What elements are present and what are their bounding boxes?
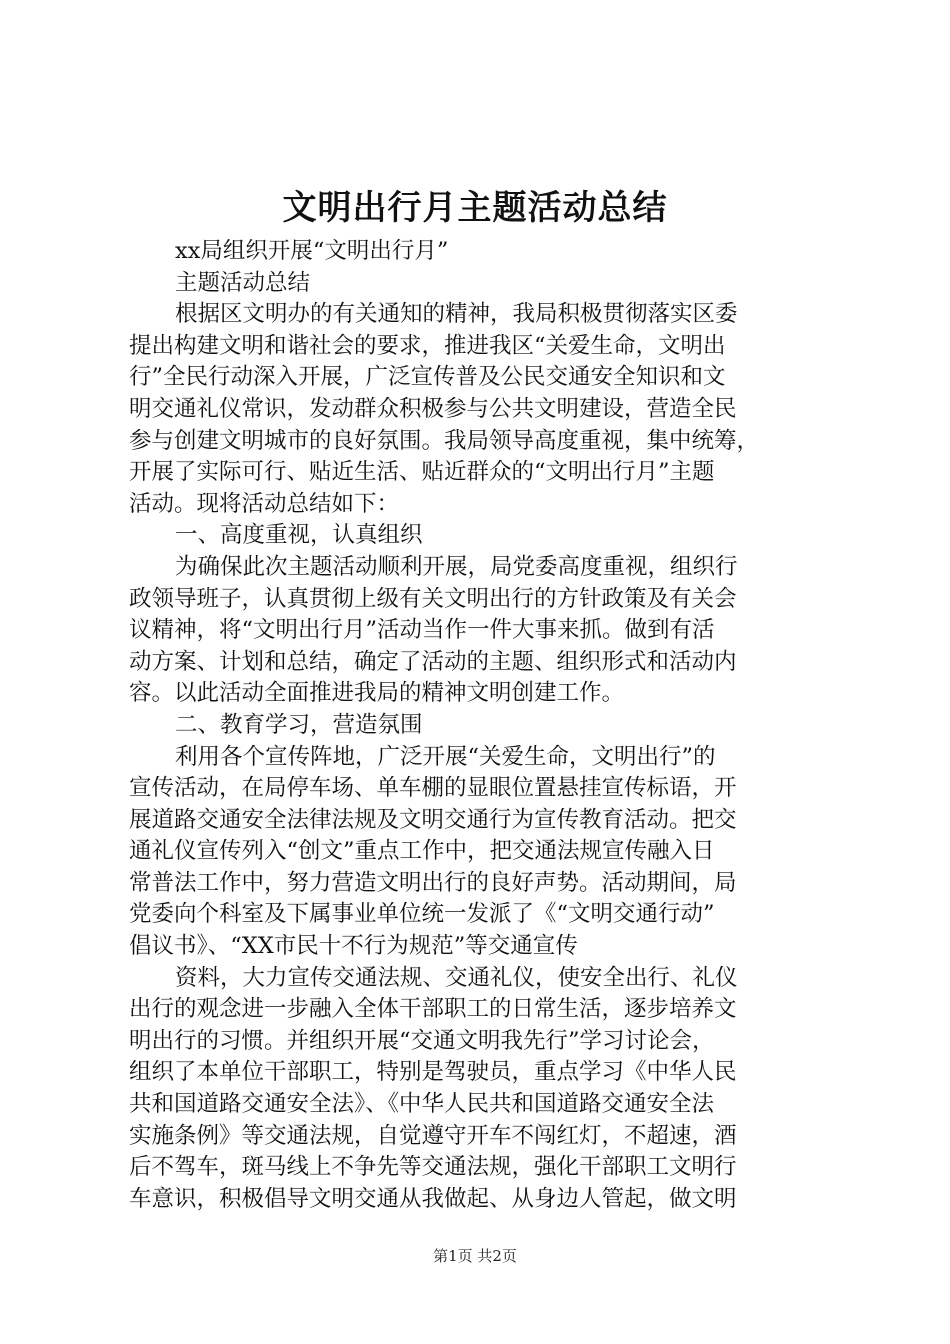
body-line: 后不驾车，斑马线上不争先等交通法规，强化干部职工文明行 xyxy=(129,1154,737,1181)
body-line: 明交通礼仪常识，发动群众积极参与公共文明建设，营造全民 xyxy=(129,395,737,422)
body-line: 党委向个科室及下属事业单位统一发派了《“文明交通行动” xyxy=(129,901,715,928)
body-line: 宣传活动，在局停车场、单车棚的显眼位置悬挂宣传标语，开 xyxy=(129,775,737,802)
body-line: 通礼仪宣传列入“创文”重点工作中，把交通法规宣传融入日 xyxy=(129,838,715,865)
section-heading: 二、教育学习，营造氛围 xyxy=(175,711,423,738)
document-title: 文明出行月主题活动总结 xyxy=(282,188,668,228)
body-line: 议精神，将“文明出行月”活动当作一件大事来抓。做到有活 xyxy=(129,617,715,644)
body-line: 共和国道路交通安全法》、《中华人民共和国道路交通安全法 xyxy=(129,1091,715,1118)
body-line: 为确保此次主题活动顺利开展，局党委高度重视，组织行 xyxy=(175,553,738,580)
body-line: 展道路交通安全法律法规及文明交通行为宣传教育活动。把交 xyxy=(129,806,737,833)
body-line: 车意识，积极倡导文明交通从我做起、从身边人管起，做文明 xyxy=(129,1185,737,1212)
body-line: 主题活动总结 xyxy=(175,269,311,296)
page-footer: 第1页 共2页 xyxy=(433,1247,517,1265)
body-line: 实施条例》等交通法规，自觉遵守开车不闯红灯，不超速，酒 xyxy=(129,1122,737,1149)
body-line: 利用各个宣传阵地，广泛开展“关爱生命，文明出行”的 xyxy=(175,743,716,770)
body-line: 容。以此活动全面推进我局的精神文明创建工作。 xyxy=(129,680,625,707)
section-heading: 一、高度重视，认真组织 xyxy=(175,522,423,549)
body-line: xx局组织开展“文明出行月” xyxy=(175,238,449,264)
body-line: 常普法工作中，努力营造文明出行的良好声势。活动期间，局 xyxy=(129,869,737,896)
body-line: 资料，大力宣传交通法规、交通礼仪，使安全出行、礼仪 xyxy=(175,964,738,991)
body-line: 根据区文明办的有关通知的精神，我局积极贯彻落实区委 xyxy=(175,301,738,328)
body-line: 动方案、计划和总结，确定了活动的主题、组织形式和活动内 xyxy=(129,648,737,675)
body-line: 参与创建文明城市的良好氛围。我局领导高度重视，集中统筹， xyxy=(129,427,760,454)
body-line: 政领导班子，认真贯彻上级有关文明出行的方针政策及有关会 xyxy=(129,585,737,612)
body-line: 活动。现将活动总结如下： xyxy=(129,490,400,517)
body-line: 明出行的习惯。并组织开展“交通文明我先行”学习讨论会， xyxy=(129,1027,715,1054)
body-line: 倡议书》、“XX市民十不行为规范”等交通宣传 xyxy=(129,933,578,960)
document-body xyxy=(129,236,829,1215)
body-line: 行”全民行动深入开展，广泛宣传普及公民交通安全知识和文 xyxy=(129,364,726,391)
body-line: 开展了实际可行、贴近生活、贴近群众的“文明出行月”主题 xyxy=(129,459,715,486)
body-line: 提出构建文明和谐社会的要求，推进我区“关爱生命，文明出 xyxy=(129,332,726,359)
body-line: 组织了本单位干部职工，特别是驾驶员，重点学习《中华人民 xyxy=(129,1059,737,1086)
body-line: 出行的观念进一步融入全体干部职工的日常生活，逐步培养文 xyxy=(129,996,737,1023)
